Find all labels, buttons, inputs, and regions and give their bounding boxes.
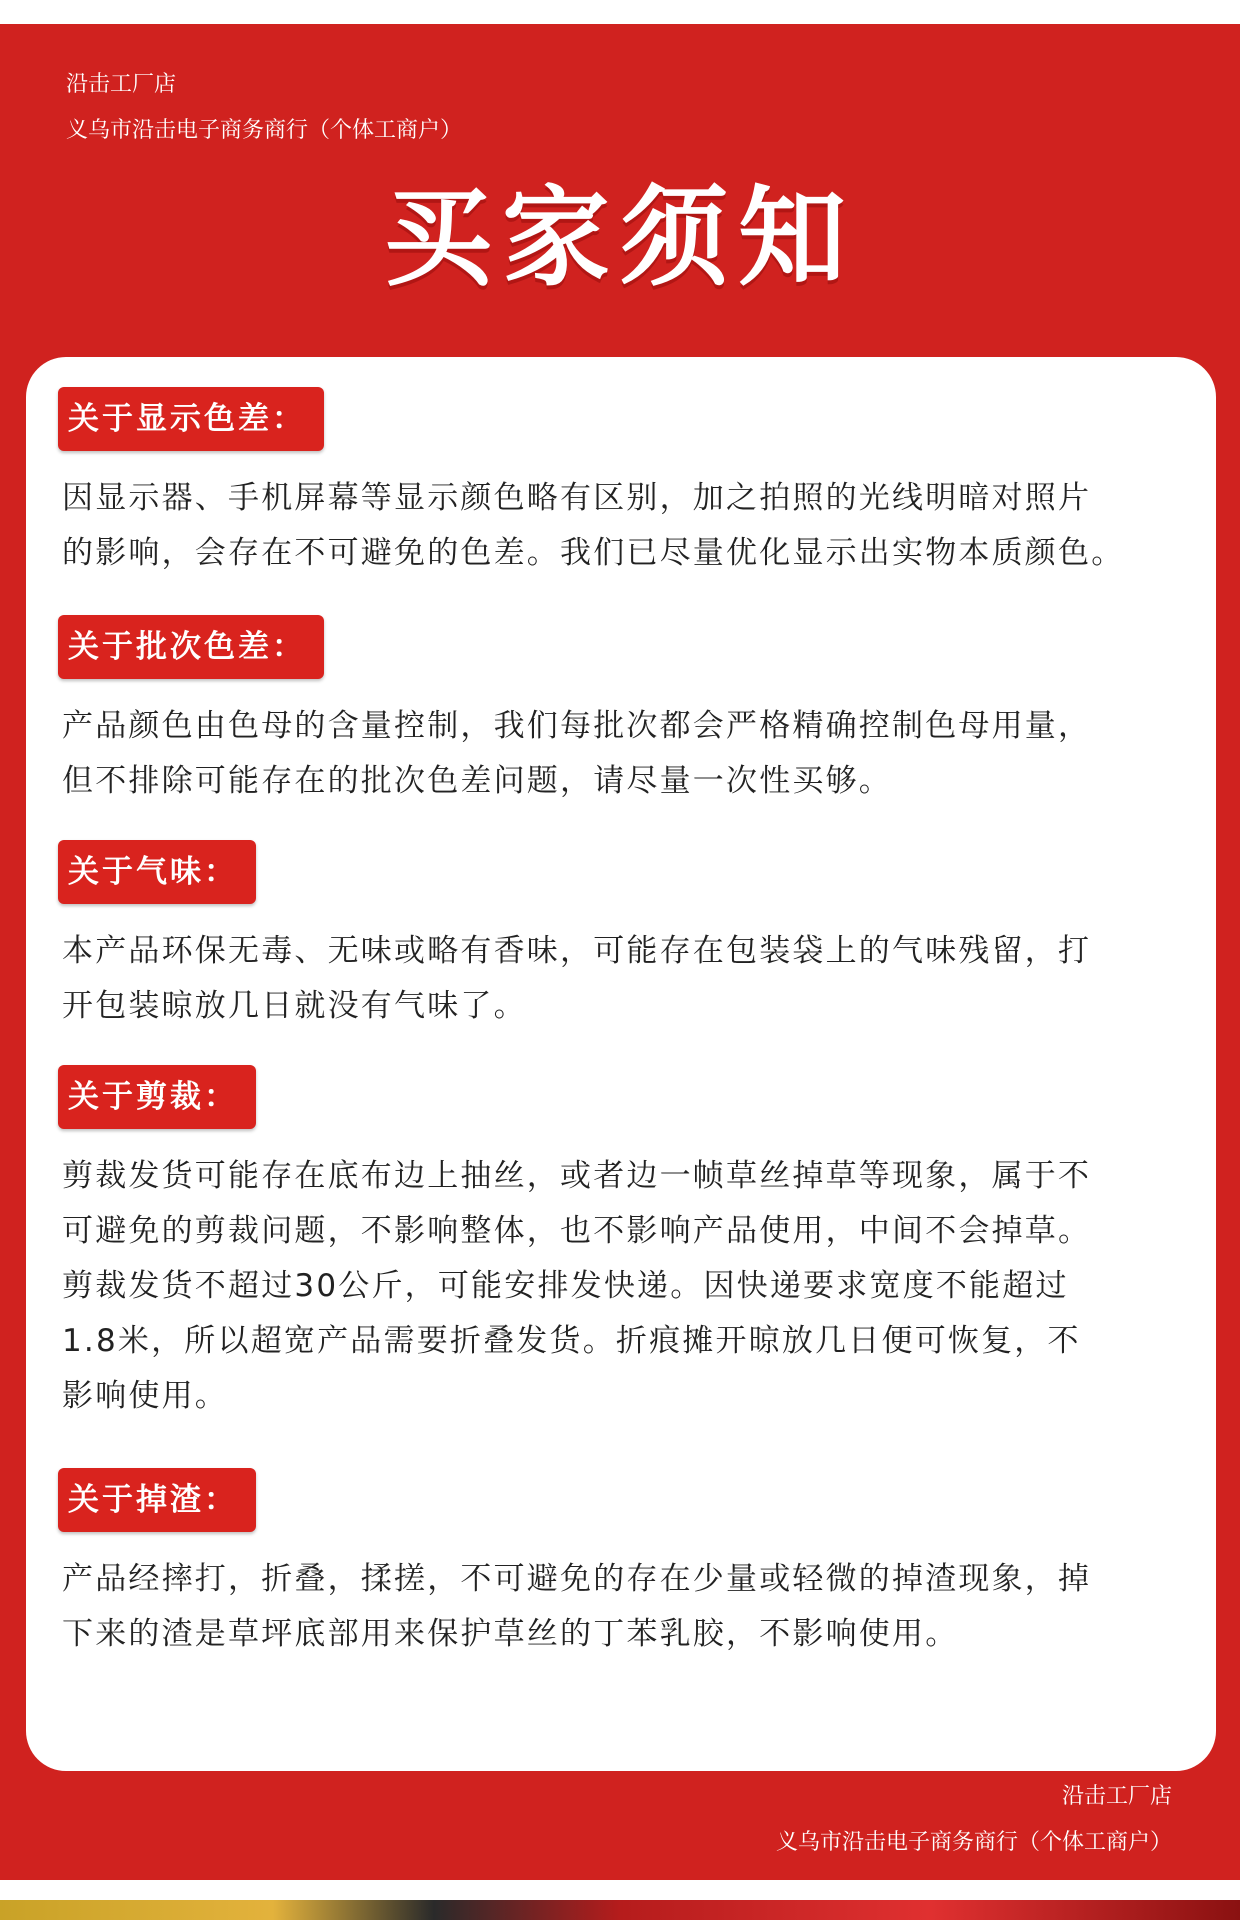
body-line: 开包装晾放几日就没有气味了。 [62,988,527,1024]
body-line: 下来的渣是草坪底部用来保护草丝的丁苯乳胶，不影响使用。 [62,1616,959,1652]
store-info-top [66,62,462,154]
page-title: 买家须知 [383,176,856,301]
store-name: 沿击工厂店 [66,72,177,97]
notice-card [26,357,1216,1771]
body-line: 的影响，会存在不可避免的色差。我们已尽量优化显示出实物本质颜色。 [62,535,1125,571]
section-body [62,471,1198,581]
decorative-strip [0,1900,1240,1920]
body-line: 本产品环保无毒、无味或略有香味，可能存在包装袋上的气味残留，打 [62,933,1092,969]
body-line: 剪裁发货不超过30公斤，可能安排发快递。因快递要求宽度不能超过 [62,1268,1069,1304]
body-line: 影响使用。 [62,1378,228,1414]
section-cutting [58,1065,1198,1424]
section-debris [58,1468,1198,1662]
section-body [62,1552,1198,1662]
section-batch-color [58,615,1198,809]
store-info-bottom [776,1774,1172,1866]
section-title: 关于显示色差： [58,387,324,451]
body-line: 产品颜色由色母的含量控制，我们每批次都会严格精确控制色母用量， [62,708,1092,744]
body-line: 但不排除可能存在的批次色差问题，请尽量一次性买够。 [62,763,892,799]
section-body [62,699,1198,809]
section-title: 关于批次色差： [58,615,324,679]
section-odor [58,840,1198,1034]
store-company: 义乌市沿击电子商务商行（个体工商户） [66,118,463,143]
section-body [62,1149,1198,1424]
body-line: 因显示器、手机屏幕等显示颜色略有区别，加之拍照的光线明暗对照片 [62,480,1092,516]
notice-poster [0,24,1240,1880]
body-line: 可避免的剪裁问题，不影响整体，也不影响产品使用，中间不会掉草。 [62,1213,1092,1249]
store-name: 沿击工厂店 [1061,1784,1172,1809]
section-display-color [58,387,1198,581]
section-body [62,924,1198,1034]
section-title: 关于掉渣： [58,1468,256,1532]
store-company: 义乌市沿击电子商务商行（个体工商户） [775,1830,1172,1855]
section-title: 关于剪裁： [58,1065,256,1129]
body-line: 1.8米，所以超宽产品需要折叠发货。折痕摊开晾放几日便可恢复，不 [62,1323,1081,1359]
body-line: 产品经摔打，折叠，揉搓，不可避免的存在少量或轻微的掉渣现象，掉 [62,1561,1092,1597]
body-line: 剪裁发货可能存在底布边上抽丝，或者边一帧草丝掉草等现象，属于不 [62,1158,1092,1194]
section-title: 关于气味： [58,840,256,904]
